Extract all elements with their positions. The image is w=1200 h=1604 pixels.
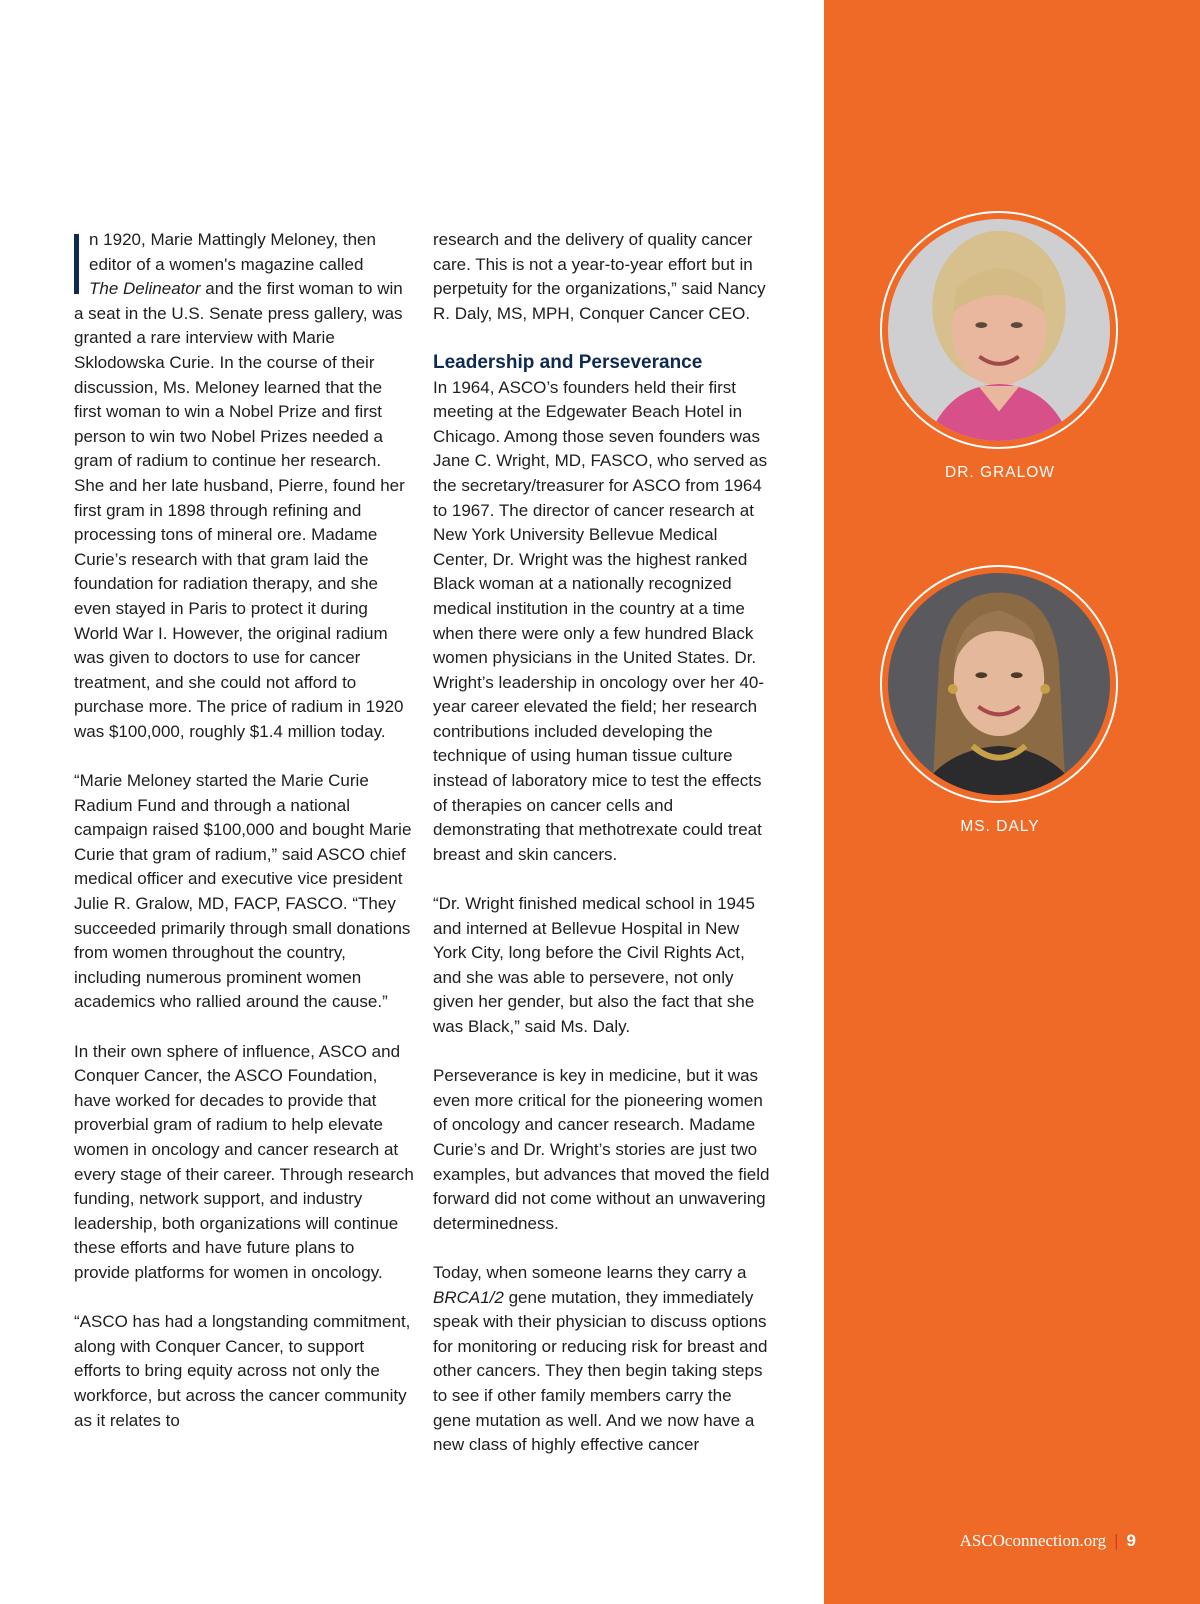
paragraph: In 1964, ASCO’s founders held their first meeting at the Edgewater Beach Hotel in Chicago. Among those seven founders was Jane C. Wright, MD, FASCO, who served as the secretary/treasurer for ASCO from 1964 to 1967. The director of cancer research at New York University Bellevue Medical Center, Dr. Wright was the highest ranked Black woman at a nationally recognized medical institution in the country at a time when there were only a few hundred Black women physicians in the United States. Dr. Wright’s leadership in oncology over her 40-year career elevated the field; her research contributions included developing the technique of using human tissue culture instead of laboratory mice to test the effects of therapies on cancer cells and demonstrating that methotrexate could treat breast and skin cancers. — [433, 377, 768, 864]
article-column-2 — [433, 228, 773, 1482]
paragraph: “Marie Meloney started the Marie Curie Radium Fund and through a national campaign raised $100,000 and bought Marie Curie that gram of radium,” said ASCO chief medical officer and executive vice president Julie R. Gralow, MD, FACP, FASCO. “They succeeded primarily through small donations from women throughout the country, including numerous prominent women academics who rallied around the cause.” — [74, 771, 412, 1012]
para-text: gene mutation, they immediately speak with their physician to discuss options for monitoring or reducing risk for breast and other cancers. They then begin taking steps to see if other family members carry the gene mutation as well. And we now have a new class of highly effective cancer — [433, 1287, 768, 1455]
gene-name: BRCA1/2 — [433, 1287, 504, 1307]
paragraph: In their own sphere of influence, ASCO and Conquer Cancer, the ASCO Foundation, have worked for decades to provide that proverbial gram of radium to help elevate women in oncology and cancer research at every stage of their career. Through research funding, network support, and industry leadership, both organizations will continue these efforts and have future plans to provide platforms for women in oncology. — [74, 1041, 414, 1282]
portrait-gralow-frame — [880, 211, 1118, 449]
para-text: editor of a women's magazine called — [89, 254, 364, 274]
portrait-gralow — [888, 219, 1110, 441]
paragraph: “Dr. Wright finished medical school in 1945 and interned at Bellevue Hospital in New York City, long before the Civil Rights Act, and she was able to persevere, not only given her gender, but also the fact that she was Black,” said Ms. Daly. — [433, 894, 755, 1036]
section-heading: Leadership and Perseverance — [433, 351, 703, 373]
page-footer — [960, 1531, 1136, 1551]
portrait-gralow-image — [888, 219, 1110, 441]
portrait-daly-image — [888, 573, 1110, 795]
portrait-daly-frame — [880, 565, 1118, 803]
article-column-1 — [74, 228, 414, 1458]
page-number: 9 — [1126, 1531, 1136, 1550]
caption-daly: MS. DALY — [960, 818, 1040, 835]
magazine-title: The Delineator — [89, 279, 201, 299]
portrait-daly — [888, 573, 1110, 795]
paragraph: research and the delivery of quality cancer care. This is not a year-to-year effort but in perpetuity for the organizations,” said Nancy R. Daly, MS, MPH, Conquer Cancer CEO. — [433, 230, 766, 323]
paragraph — [433, 1261, 773, 1458]
footer-separator: | — [1114, 1531, 1119, 1550]
paragraph — [74, 228, 414, 744]
para-text: and the first woman to win a seat in the U.S. Senate press gallery, was granted a rare interview with Marie Sklodowska Curie. In the course of their discussion, Ms. Meloney learned that the first woman to win a Nobel Prize and first person to win two Nobel Prizes needed a gram of radium to continue her research. She and her late husband, Pierre, found her first gram in 1898 through refining and processing tons of mineral ore. Madame Curie’s research with that gram laid the foundation for radiation therapy, and she even stayed in Paris to protect it during World War I. However, the original radium was given to doctors to use for cancer treatment, and she could not afford to purchase more. The price of radium in 1920 was $100,000, roughly $1.4 million today. — [74, 279, 405, 741]
site-link[interactable]: ASCOconnection.org — [959, 1531, 1107, 1550]
para-text: n 1920, Marie Mattingly Meloney, then — [89, 230, 376, 249]
caption-gralow: DR. GRALOW — [945, 464, 1055, 481]
paragraph: Perseverance is key in medicine, but it was even more critical for the pioneering women of oncology and cancer research. Madame Curie’s and Dr. Wright’s stories are just two examples, but advances that moved the field forward did not come without an unwavering determinedness. — [433, 1066, 770, 1233]
para-text: Today, when someone learns they carry a — [433, 1262, 747, 1282]
paragraph: “ASCO has had a longstanding commitment, along with Conquer Cancer, to support efforts to bring equity across not only the workforce, but across the cancer community as it relates to — [74, 1312, 411, 1430]
